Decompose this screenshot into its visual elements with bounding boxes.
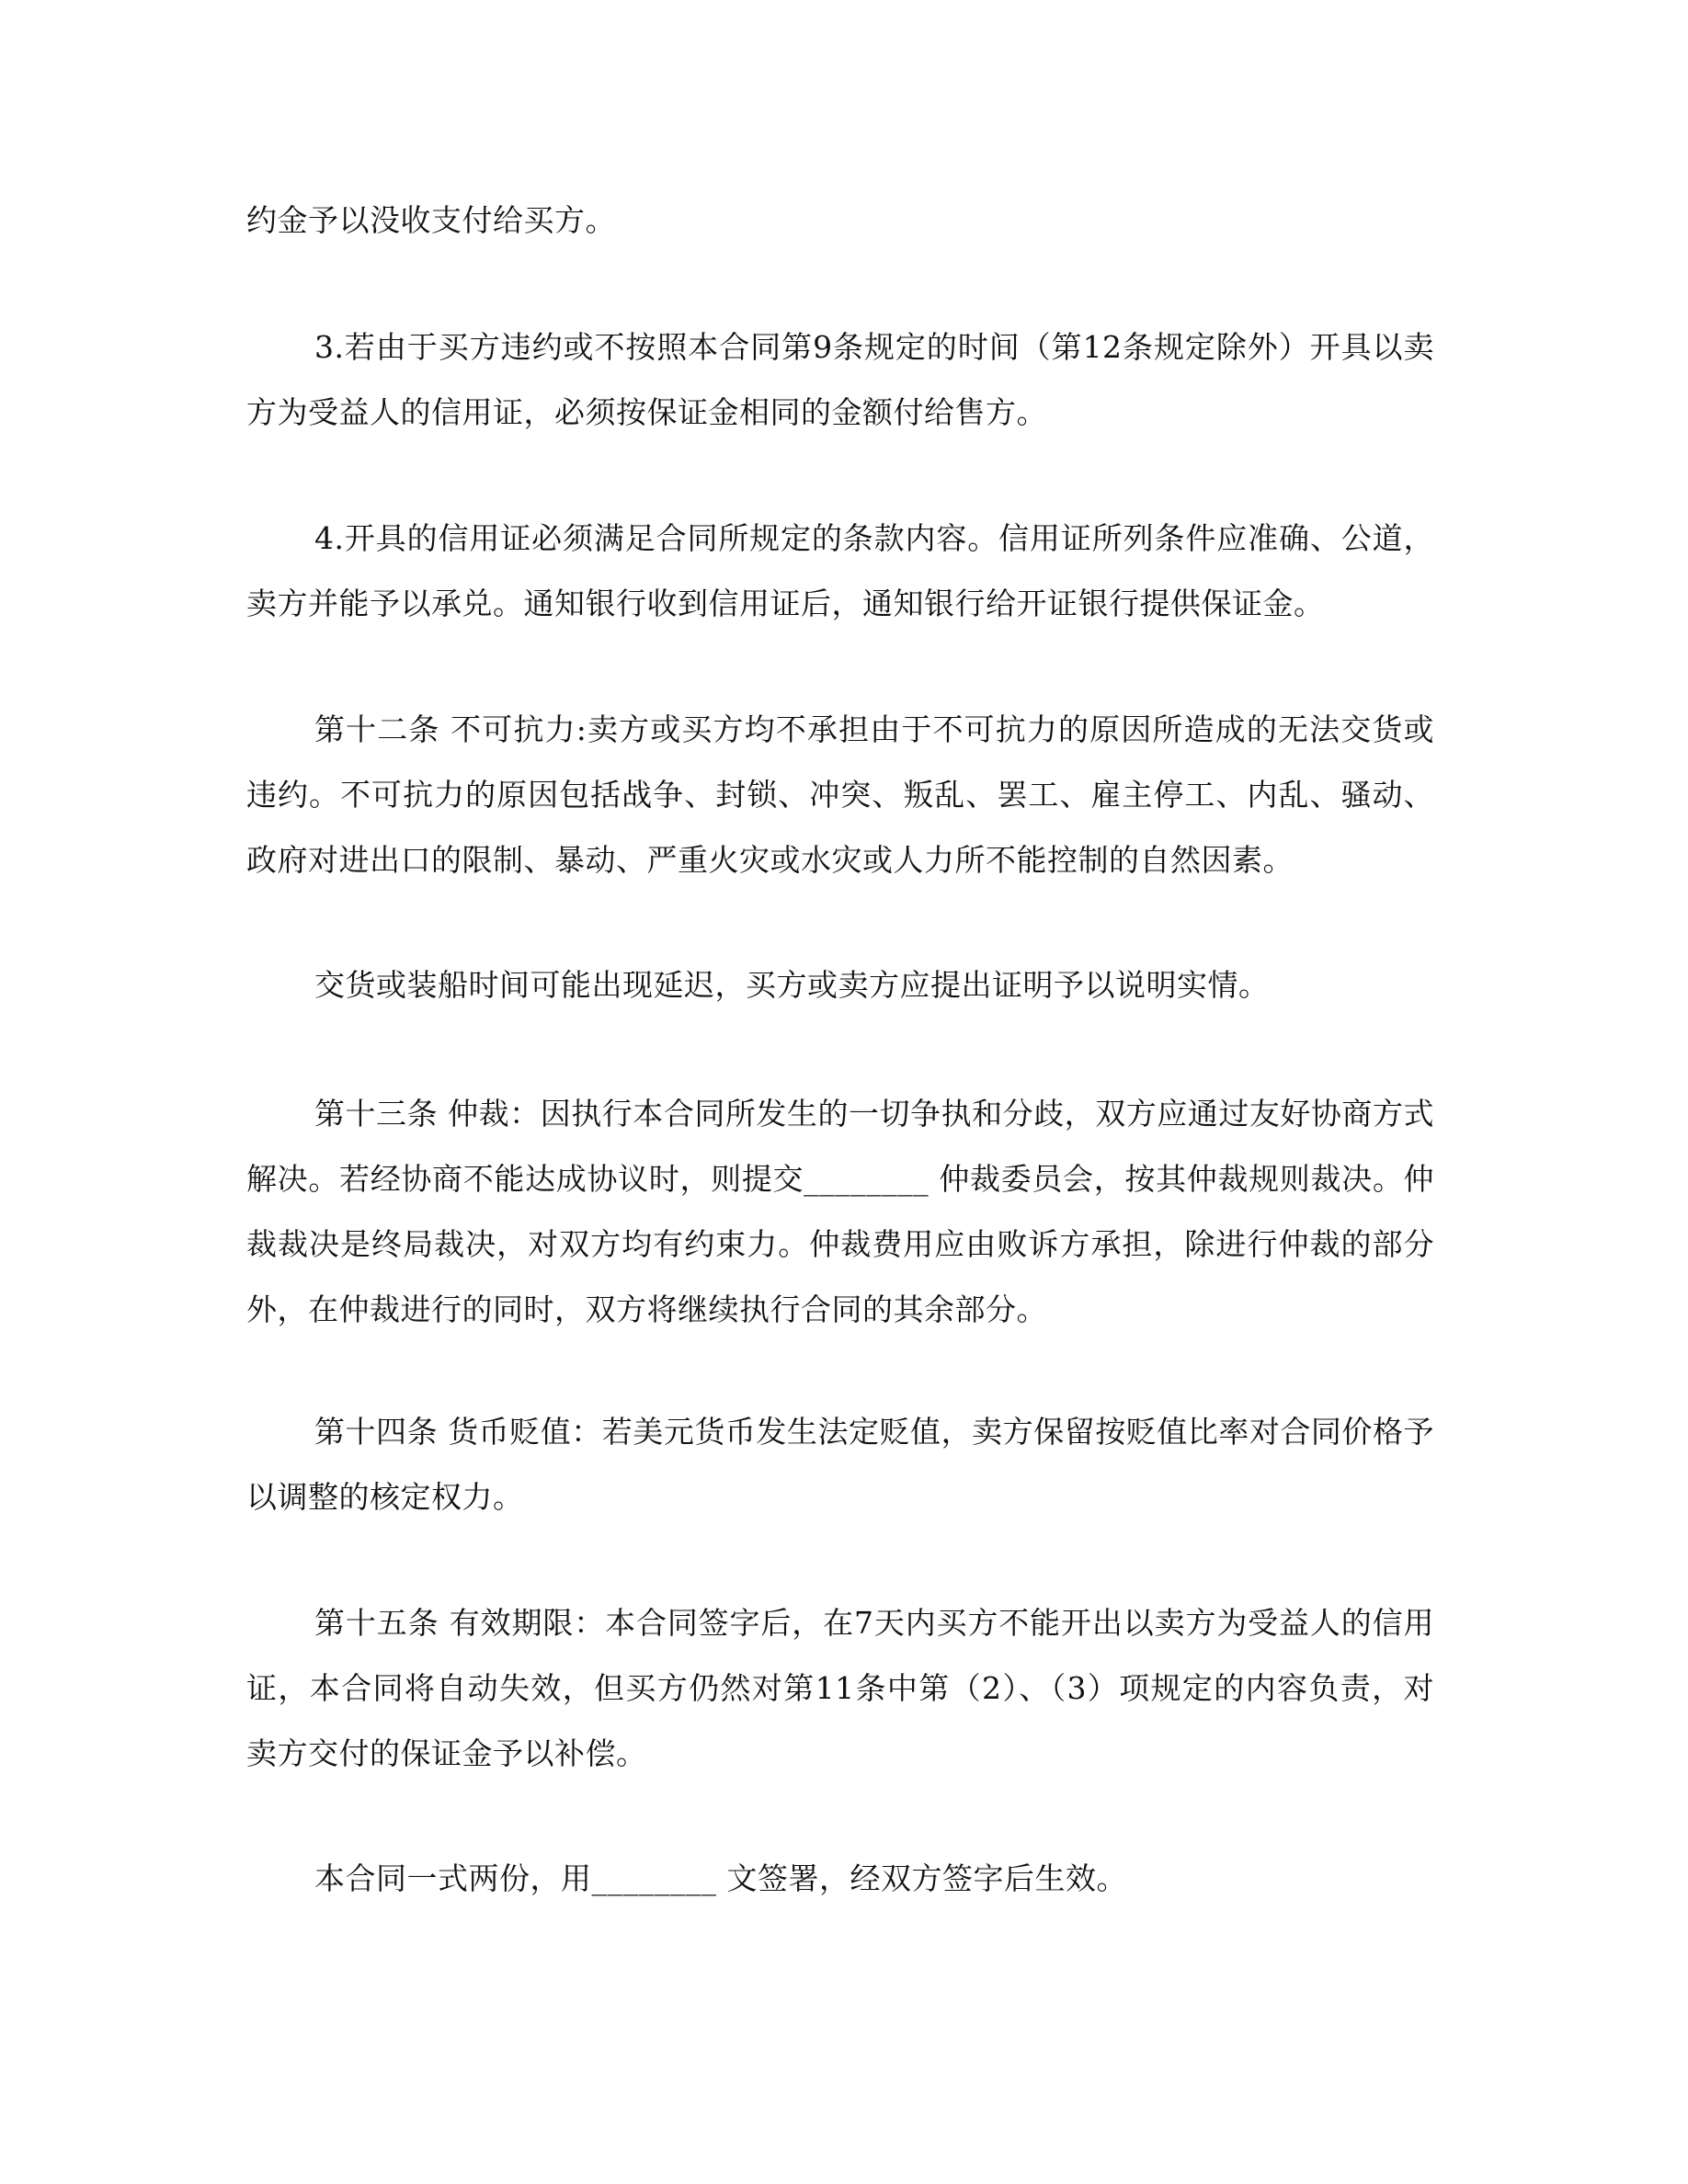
paragraph-clause-11-item-4: 4.开具的信用证必须满足合同所规定的条款内容。信用证所列条件应准确、公道，卖方并能予以承兑。通知银行收到信用证后，通知银行给开证银行提供保证金。 <box>246 520 1434 621</box>
paragraph-copies-signing: 本合同一式两份，用________ 文签署，经双方签字后生效。 <box>314 1860 1127 1896</box>
paragraph-clause-13-arbitration: 第十三条 仲裁：因执行本合同所发生的一切争执和分歧，双方应通过友好协商方式解决。若经协商不能达成协议时，则提交________ 仲裁委员会，按其仲裁规则裁决。仲裁裁决是终局裁决，对双方均有约束力。仲裁费用应由败诉方承担，除进行仲裁的部分外，在仲裁进行的同时，双方将继续执行合同的其余部分。 <box>246 1096 1434 1327</box>
paragraph-clause-14-devaluation: 第十四条 货币贬值：若美元货币发生法定贬值，卖方保留按贬值比率对合同价格予以调整的核定权力。 <box>246 1414 1434 1515</box>
paragraph-clause-11-item-3: 3.若由于买方违约或不按照本合同第9条规定的时间（第12条规定除外）开具以卖方为受益人的信用证，必须按保证金相同的金额付给售方。 <box>246 329 1434 430</box>
paragraph-delivery-delay: 交货或装船时间可能出现延迟，买方或卖方应提出证明予以说明实情。 <box>314 967 1270 1003</box>
paragraph-continuation: 约金予以没收支付给买方。 <box>246 202 616 238</box>
paragraph-clause-12-force-majeure: 第十二条 不可抗力:卖方或买方均不承担由于不可抗力的原因所造成的无法交货或违约。不可抗力的原因包括战争、封锁、冲突、叛乱、罢工、雇主停工、内乱、骚动、政府对进出口的限制、暴动、严重火灾或水灾或人力所不能控制的自然因素。 <box>246 711 1434 878</box>
paragraph-clause-15-validity: 第十五条 有效期限：本合同签字后，在7天内买方不能开出以卖方为受益人的信用证，本合同将自动失效，但买方仍然对第11条中第（2）、（3）项规定的内容负责，对卖方交付的保证金予以补偿。 <box>246 1605 1434 1771</box>
